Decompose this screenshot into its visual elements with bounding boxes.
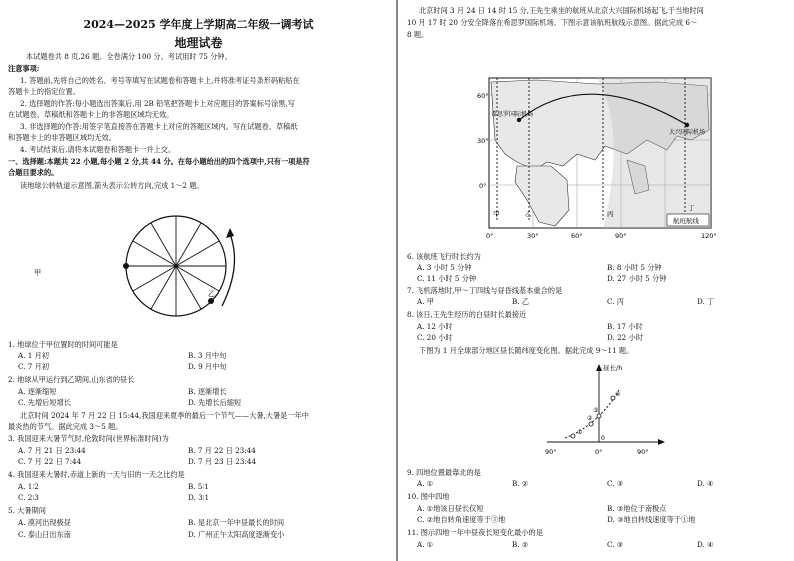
q3-option-b: B. 7 月 22 日 23:44	[188, 446, 256, 455]
q5-option-b: B. 是北京一年中昼最长的时间	[188, 518, 285, 527]
map-label-daxing: 大兴国际机场	[669, 129, 706, 136]
chart-label-3: ③	[593, 407, 599, 414]
right-column	[397, 0, 794, 561]
question-4: 4. 我国迎来大暑时,赤道上新的一天与旧的一天之比约是	[8, 470, 185, 479]
map-lon-30: 30°	[527, 232, 539, 240]
notice-line: 1. 答题前,先将自己的姓名、考号等填写在试题卷和答题卡上,并将准考证号条形码粘贴在	[20, 76, 300, 85]
q6-option-c: C. 11 小时 5 分钟	[417, 274, 477, 283]
earth-position-dot	[123, 263, 129, 269]
notice-line: 在试题卷、草稿纸和答题卡上的非答题区域均无效。	[8, 110, 174, 119]
chart-x-mid: 0°	[595, 448, 603, 456]
q2-option-a: A. 逐渐缩短	[18, 387, 57, 396]
map-lat-30: 30°	[477, 137, 489, 145]
q6-intro: 北京时间 3 月 24 日 14 时 15 分,王先生乘坐的航班从北京大兴国际机场起飞,于当地时间	[419, 6, 704, 15]
q3-option-d: D. 7 月 23 日 23:44	[188, 457, 257, 466]
daxing-dot	[685, 123, 689, 127]
map-label-yi: 乙	[525, 210, 532, 218]
map-lon-0: 0°	[486, 232, 494, 240]
q9-option-b: B. ②	[512, 479, 529, 488]
q8-option-d: D. 22 小时	[607, 333, 643, 342]
q4-option-d: D. 3∶1	[188, 493, 210, 502]
question-7: 7. 飞机落地时,甲～丁四线与昼昏线基本重合的是	[407, 286, 563, 295]
map-legend-label: 航班航线	[673, 217, 699, 225]
q7-option-a: A. 甲	[417, 297, 434, 306]
q5-option-a: A. 漠河出现极昼	[18, 518, 71, 527]
orbit-diagram	[110, 194, 270, 339]
q6-option-a: A. 3 小时 5 分钟	[417, 263, 472, 272]
question-2: 2. 地球从甲运行到乙期间,山东省的昼长	[8, 375, 135, 384]
chart-label-1: ①	[577, 429, 583, 436]
q4-option-c: C. 2∶3	[18, 493, 39, 502]
q9-intro: 下图为 1 月全球部分地区昼长随纬度变化图。据此完成 9～11 题。	[419, 346, 634, 355]
q4-option-b: B. 5∶1	[188, 482, 209, 491]
q2-option-b: B. 逐渐增长	[188, 387, 227, 396]
question-11: 11. 图示四地一年中昼夜长短变化最小的是	[407, 528, 543, 537]
q11-option-b: B. ②	[512, 540, 529, 549]
chart-point-1	[571, 434, 575, 438]
exam-title: 2024—2025 学年度上学期高二年级一调考试	[83, 18, 314, 31]
q3-option-a: A. 7 月 21 日 23:44	[18, 446, 86, 455]
exam-subtitle: 地理试卷	[174, 36, 223, 50]
earth-position-dot	[208, 298, 214, 304]
q9-option-d: D. ④	[697, 479, 714, 488]
revolution-arrow-head	[226, 228, 234, 238]
map-label-bing: 丙	[607, 210, 614, 218]
question-6: 6. 该航班飞行时长约为	[407, 252, 481, 261]
q6-intro-cont: 10 月 17 时 20 分安全降落在希思罗国际机场。下图示意该航班航线示意图。据此完成 6～	[407, 18, 698, 27]
chart-label-4: ④	[615, 391, 621, 398]
q6-option-d: D. 27 小时 5 分钟	[607, 274, 667, 283]
q6-intro-cont2: 8 题。	[407, 30, 429, 39]
q11-option-d: D. ④	[697, 540, 714, 549]
chart-y-label: 昼长/h	[603, 364, 623, 372]
q11-option-c: C. ③	[607, 540, 624, 549]
section-heading-cont: 合题目要求的。	[8, 168, 59, 177]
q9-option-c: C. ③	[607, 479, 624, 488]
q10-option-c: C. ②地自转角速度等于③地	[417, 515, 506, 524]
map-lat-0: 0°	[479, 182, 487, 190]
label-jia: 甲	[34, 268, 42, 277]
question-3: 3. 我国迎来大暑节气时,伦敦时间(世界标准时间)为	[8, 434, 169, 443]
notice-line: 4. 考试结束后,请将本试题卷和答题卡一并上交。	[20, 145, 176, 154]
heathrow-dot	[517, 118, 521, 122]
q9-option-a: A. ①	[417, 479, 434, 488]
notice-line: 2. 选择题的作答:每小题选出答案后,用 2B 铅笔把答题卡上对应题目的答案标号涂黑,写	[20, 99, 295, 108]
question-8: 8. 该日,王先生经历的白昼时长最接近	[407, 310, 527, 319]
chart-zero: 0	[601, 435, 605, 442]
revolution-arrow-arc	[222, 234, 235, 306]
q1-option-b: B. 3 月中旬	[188, 351, 227, 360]
flight-route-map	[477, 70, 717, 245]
chart-point-2	[589, 422, 593, 426]
q1-option-c: C. 7 月初	[18, 362, 50, 371]
q5-option-c: C. 泰山日出东南	[18, 530, 71, 539]
q8-option-c: C. 20 小时	[417, 333, 453, 342]
chart-x-left: 90°	[545, 448, 557, 456]
chart-y-arrow	[596, 364, 602, 371]
q10-option-b: B. ③地位于南极点	[607, 504, 667, 513]
notice-line: 和答题卡上的非答题区域均无效。	[8, 133, 116, 142]
fig1-intro: 读地球公转轨道示意图,箭头表示公转方向,完成 1～2 题。	[20, 181, 204, 190]
notice-line: 答题卡上的指定位置。	[8, 87, 80, 96]
map-label-heathrow: 希思罗国际机场	[491, 111, 534, 118]
q1-option-a: A. 1 月初	[18, 351, 49, 360]
q3-option-c: C. 7 月 22 日 7:44	[18, 457, 82, 466]
q7-option-b: B. 乙	[512, 297, 530, 306]
q8-option-b: B. 17 小时	[607, 322, 643, 331]
map-lon-90: 90°	[615, 232, 627, 240]
q1-option-d: D. 9 月中旬	[188, 362, 227, 371]
q8-option-a: A. 12 小时	[417, 322, 453, 331]
notice-line: 3. 非选择题的作答:用签字笔直接答在答题卡上对应的答题区域内。写在试题卷、草稿纸	[20, 122, 298, 131]
q10-option-a: A. ①地该日昼长仅短	[417, 504, 484, 513]
question-1: 1. 地球位于甲位置时的时间可能是	[8, 340, 118, 349]
q7-option-d: D. 丁	[697, 297, 715, 306]
map-lon-60: 60°	[571, 232, 583, 240]
q10-option-d: D. ③地自转线速度等于①地	[607, 515, 696, 524]
section-heading: 一、选择题:本题共 22 小题,每小题 2 分,共 44 分。在每小题给出的四个选项中,只有一项是符	[8, 157, 310, 166]
label-yi: 乙	[208, 290, 215, 298]
question-5: 5. 大暑期间	[8, 506, 46, 515]
daylength-chart	[537, 362, 667, 462]
map-lat-60: 60°	[477, 92, 489, 100]
chart-label-2: ②	[587, 415, 593, 422]
q2-option-d: D. 先增长后缩短	[188, 398, 242, 407]
q6-option-b: B. 8 小时 5 分钟	[607, 263, 662, 272]
map-label-ding: 丁	[688, 204, 695, 212]
chart-x-right: 90°	[637, 448, 649, 456]
q5-option-d: D. 广州正午太阳高度逐渐变小	[188, 530, 285, 539]
q3-intro: 北京时间 2024 年 7 月 22 日 15:44,我国迎来夏季的最后一个节气——大暑,大暑是一年中	[20, 411, 309, 420]
q2-option-c: C. 先增后短增长	[18, 398, 71, 407]
map-lon-120: 120°	[701, 232, 717, 240]
chart-point-3	[597, 414, 601, 418]
question-9: 9. 四地位置最靠北的是	[407, 468, 481, 477]
intro-line: 本试题卷共 8 页,26 题。全卷满分 100 分。考试用时 75 分钟。	[26, 52, 232, 61]
q7-option-c: C. 丙	[607, 297, 624, 306]
q11-option-a: A. ①	[417, 540, 434, 549]
chart-x-arrow	[658, 439, 665, 445]
notice-heading: 注意事项:	[8, 64, 40, 73]
map-label-jia: 甲	[493, 210, 500, 218]
q4-option-a: A. 1∶2	[18, 482, 39, 491]
question-10: 10. 图中四地	[407, 492, 450, 501]
q3-intro-cont: 最炎热的节气。据此完成 3～5 题。	[8, 422, 123, 431]
